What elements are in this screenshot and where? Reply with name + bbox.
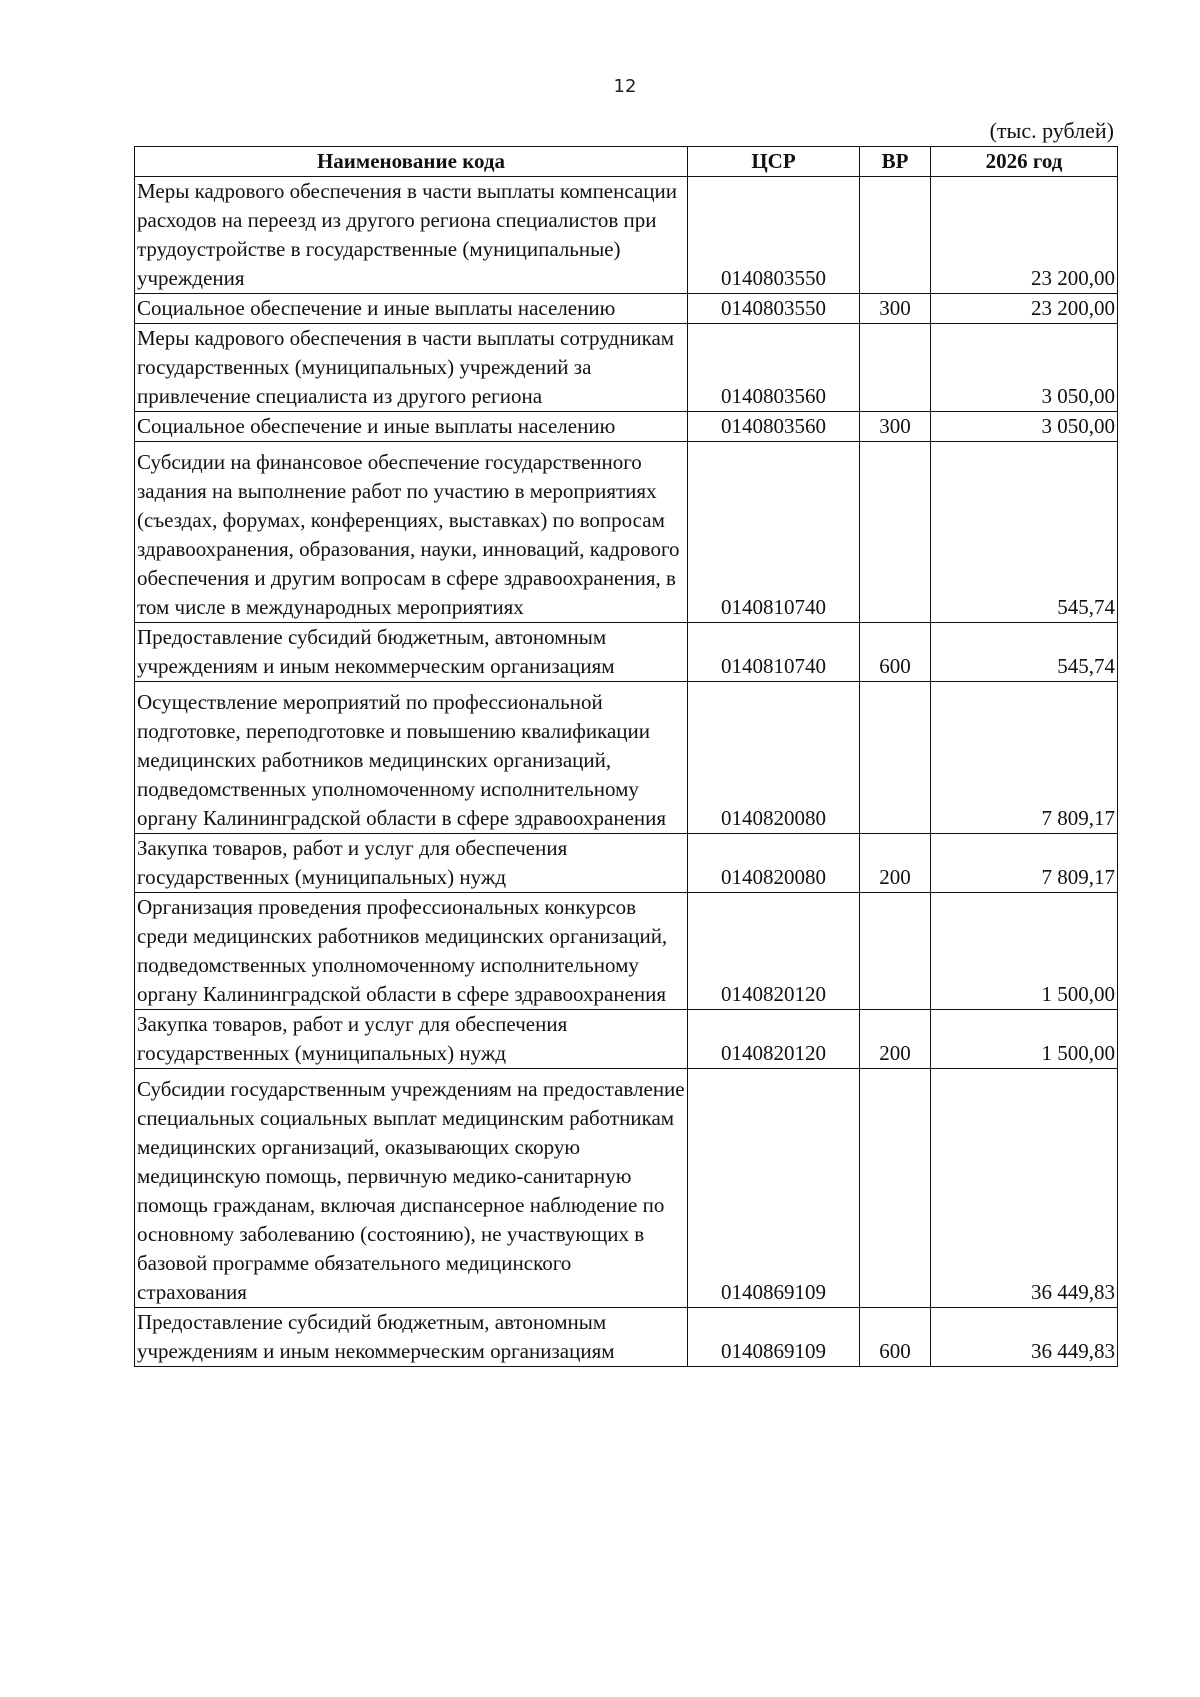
- row-name-text: Социальное обеспечение и иные выплаты населению: [137, 296, 616, 320]
- row-name-text: Организация проведения профессиональных конкурсов среди медицинских работников медицинских организаций, подведомственных уполномоченному исполнительному органу Калининградской области в сфере здравоохранения: [137, 895, 668, 1006]
- row-name-text: Субсидии на финансовое обеспечение государственного задания на выполнение работ по участию в мероприятиях (съездах, форумах, конференциях, выставках) по вопросам здравоохранения, образования, науки, инноваций, кадрового обеспечения и другим вопросам в сфере здравоохранения, в том числе в международных мероприятиях: [137, 450, 680, 619]
- row-name: [135, 442, 688, 623]
- row-name-text: Осуществление мероприятий по профессиональной подготовке, переподготовке и повышению квалификации медицинских работников медицинских организаций, подведомственных уполномоченному исполнительному органу Калининградской области в сфере здравоохранения: [137, 690, 667, 830]
- row-name: [135, 1308, 688, 1367]
- row-name-text: Предоставление субсидий бюджетным, автономным учреждениям и иным некоммерческим организациям: [137, 1310, 615, 1363]
- table-row: [135, 1069, 1118, 1308]
- row-csr: 0140803560: [688, 412, 860, 442]
- row-name: [135, 1010, 688, 1069]
- table-row: [135, 893, 1118, 1010]
- table-row: [135, 1308, 1118, 1367]
- row-name: [135, 177, 688, 294]
- row-csr: 0140803560: [688, 324, 860, 412]
- row-name-text: Субсидии государственным учреждениям на предоставление специальных социальных выплат медицинским работникам медицинских организаций, оказывающих скорую медицинскую помощь, первичную медико-санитарную помощь гражданам, включая диспансерное наблюдение по основному заболеванию (состоянию), не участвующих в базовой программе обязательного медицинского страхования: [137, 1077, 685, 1304]
- row-vr: [860, 442, 931, 623]
- row-name: [135, 324, 688, 412]
- row-vr: 300: [860, 294, 931, 324]
- row-csr: 0140803550: [688, 294, 860, 324]
- row-vr: 600: [860, 623, 931, 682]
- row-name: [135, 294, 688, 324]
- header-year: 2026 год: [931, 147, 1118, 177]
- row-amount: 7 809,17: [931, 682, 1118, 834]
- row-amount: 545,74: [931, 623, 1118, 682]
- header-vr: ВР: [860, 147, 931, 177]
- row-name-text: Меры кадрового обеспечения в части выплаты компенсации расходов на переезд из другого региона специалистов при трудоустройстве в государственные (муниципальные) учреждения: [137, 179, 677, 290]
- table-row: [135, 623, 1118, 682]
- row-amount: 545,74: [931, 442, 1118, 623]
- row-csr: 0140810740: [688, 623, 860, 682]
- row-vr: [860, 324, 931, 412]
- budget-table: [134, 146, 1118, 1367]
- row-csr: 0140820080: [688, 682, 860, 834]
- row-csr: 0140820120: [688, 893, 860, 1010]
- row-vr: 300: [860, 412, 931, 442]
- table-row: [135, 294, 1118, 324]
- page-number: 12: [613, 76, 637, 97]
- row-vr: [860, 682, 931, 834]
- row-amount: 36 449,83: [931, 1308, 1118, 1367]
- row-name: [135, 1069, 688, 1308]
- row-vr: [860, 1069, 931, 1308]
- row-amount: 23 200,00: [931, 177, 1118, 294]
- row-name: [135, 412, 688, 442]
- row-csr: 0140820120: [688, 1010, 860, 1069]
- row-csr: 0140869109: [688, 1308, 860, 1367]
- row-amount: 3 050,00: [931, 412, 1118, 442]
- row-vr: 600: [860, 1308, 931, 1367]
- row-name-text: Меры кадрового обеспечения в части выплаты сотрудникам государственных (муниципальных) учреждений за привлечение специалиста из другого региона: [137, 326, 675, 408]
- row-amount: 7 809,17: [931, 834, 1118, 893]
- row-name: [135, 834, 688, 893]
- row-name-text: Закупка товаров, работ и услуг для обеспечения государственных (муниципальных) нужд: [137, 1012, 568, 1065]
- table-row: [135, 682, 1118, 834]
- row-vr: [860, 177, 931, 294]
- row-name-text: Предоставление субсидий бюджетным, автономным учреждениям и иным некоммерческим организациям: [137, 625, 615, 678]
- row-amount: 1 500,00: [931, 1010, 1118, 1069]
- row-vr: [860, 893, 931, 1010]
- table-header-row: [135, 147, 1118, 177]
- row-vr: 200: [860, 1010, 931, 1069]
- header-csr: ЦСР: [688, 147, 860, 177]
- row-amount: 23 200,00: [931, 294, 1118, 324]
- table-row: [135, 412, 1118, 442]
- row-csr: 0140810740: [688, 442, 860, 623]
- row-vr: 200: [860, 834, 931, 893]
- row-name-text: Социальное обеспечение и иные выплаты населению: [137, 414, 616, 438]
- table-row: [135, 834, 1118, 893]
- table-row: [135, 442, 1118, 623]
- row-name: [135, 623, 688, 682]
- row-name: [135, 893, 688, 1010]
- units-label: (тыс. рублей): [989, 118, 1114, 143]
- table-row: [135, 324, 1118, 412]
- table-row: [135, 1010, 1118, 1069]
- row-amount: 36 449,83: [931, 1069, 1118, 1308]
- row-csr: 0140820080: [688, 834, 860, 893]
- row-csr: 0140803550: [688, 177, 860, 294]
- row-amount: 3 050,00: [931, 324, 1118, 412]
- row-amount: 1 500,00: [931, 893, 1118, 1010]
- row-name: [135, 682, 688, 834]
- row-csr: 0140869109: [688, 1069, 860, 1308]
- header-name: Наименование кода: [135, 147, 688, 177]
- table-row: [135, 177, 1118, 294]
- row-name-text: Закупка товаров, работ и услуг для обеспечения государственных (муниципальных) нужд: [137, 836, 568, 889]
